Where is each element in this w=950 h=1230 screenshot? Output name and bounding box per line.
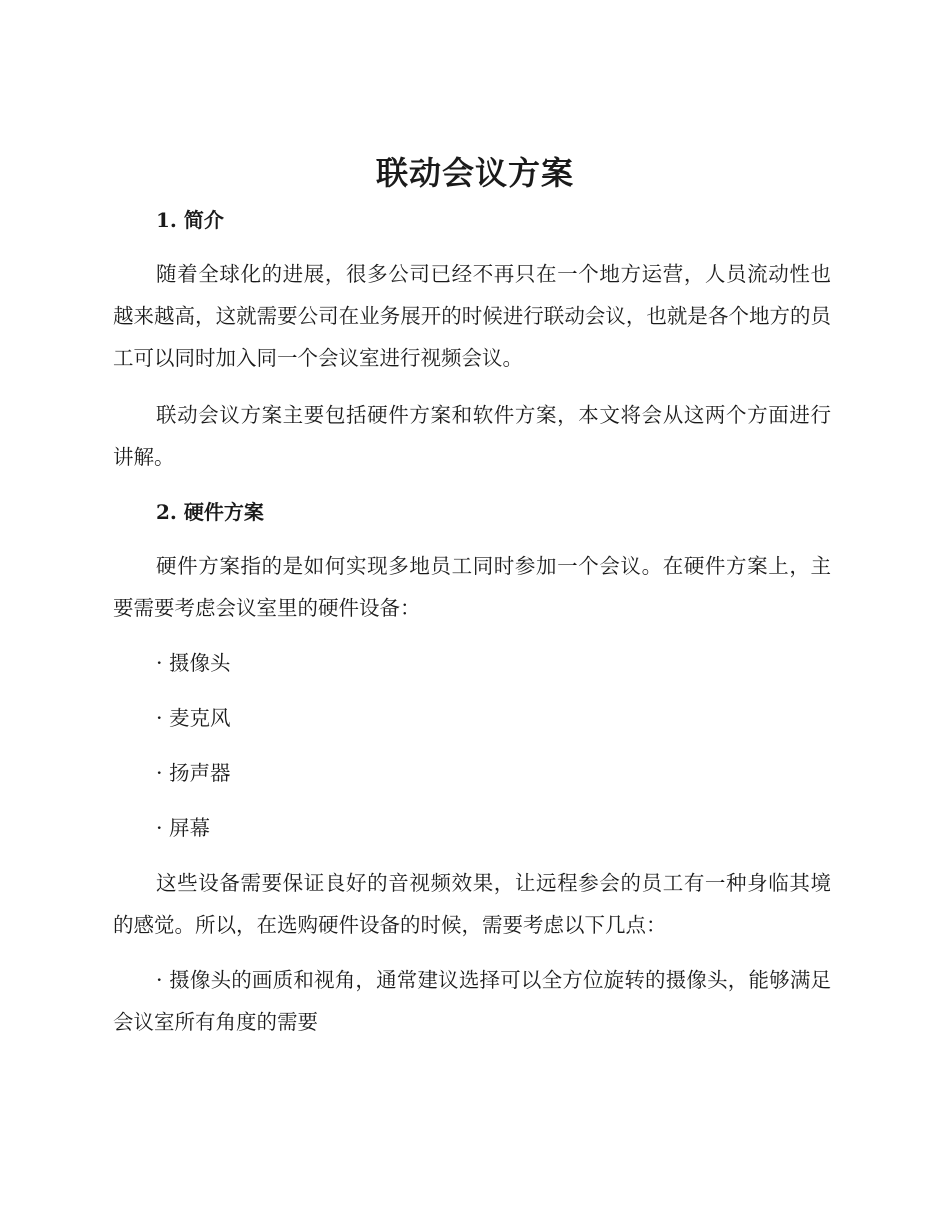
hardware-intro-paragraph: 硬件方案指的是如何实现多地员工同时参加一个会议。在硬件方案上，主要需要考虑会议室里的硬件设备： xyxy=(113,554,831,620)
list-item-speaker: · 扬声器 xyxy=(156,761,231,785)
section-heading-hardware: 2. 硬件方案 xyxy=(156,500,264,524)
hardware-followup-paragraph: 这些设备需要保证良好的音视频效果，让远程参会的员工有一种身临其境的感觉。所以，在选购硬件设备的时候，需要考虑以下几点： xyxy=(113,871,831,937)
list-item-microphone: · 麦克风 xyxy=(156,706,231,730)
hardware-point-camera: · 摄像头的画质和视角，通常建议选择可以全方位旋转的摄像头，能够满足会议室所有角度的需要 xyxy=(113,968,831,1034)
document-title: 联动会议方案 xyxy=(375,154,574,192)
list-item-screen: · 屏幕 xyxy=(156,816,211,840)
section-heading-intro: 1. 简介 xyxy=(156,208,224,232)
intro-paragraph-1: 随着全球化的进展，很多公司已经不再只在一个地方运营，人员流动性也越来越高，这就需要公司在业务展开的时候进行联动会议，也就是各个地方的员工可以同时加入同一个会议室进行视频会议。 xyxy=(113,262,831,370)
intro-paragraph-2: 联动会议方案主要包括硬件方案和软件方案，本文将会从这两个方面进行讲解。 xyxy=(113,403,831,469)
list-item-camera: · 摄像头 xyxy=(156,651,231,675)
